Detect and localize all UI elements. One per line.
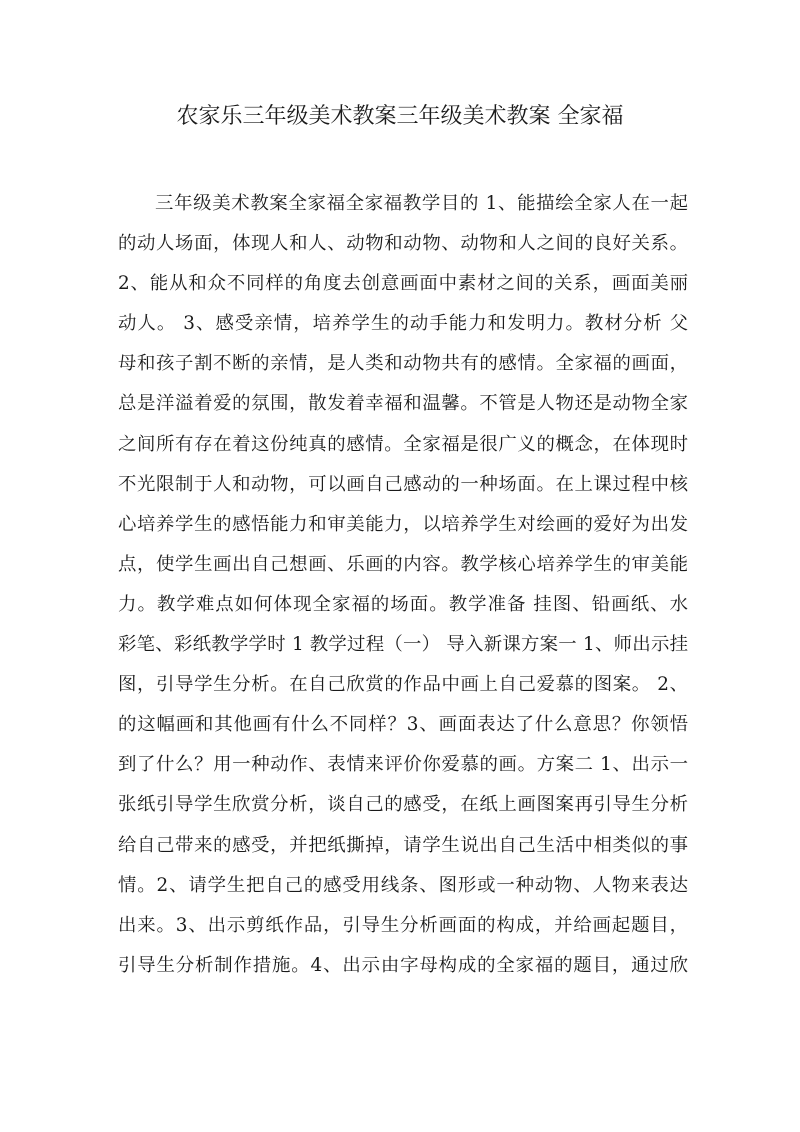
text-line: 出来。3、出示剪纸作品，引导生分析画面的构成，并给画起题目， [118, 914, 688, 936]
text-line: 心培养学生的感悟能力和审美能力，以培养学生对绘画的爱好为出发 [118, 513, 688, 535]
text-line: 动人。 3、感受亲情，培养学生的动手能力和发明力。教材分析 父 [118, 313, 688, 335]
text-line: 给自己带来的感受，并把纸撕掉，请学生说出自己生活中相类似的事 [118, 834, 688, 856]
text-line: 总是洋溢着爱的氛围，散发着幸福和温馨。不管是人物还是动物全家 [118, 393, 688, 415]
text-line: 彩笔、彩纸教学学时 1 教学过程（一） 导入新课方案一 1、师出示挂 [118, 634, 688, 656]
text-line: 力。教学难点如何体现全家福的场面。教学准备 挂图、铅画纸、水 [118, 593, 688, 615]
text-line: 三年级美术教案全家福全家福教学目的 1、能描绘全家人在一起 [155, 193, 688, 214]
document-title: 农家乐三年级美术教案三年级美术教案 全家福 [176, 104, 624, 129]
text-line: 的动人场面，体现人和人、动物和动物、动物和人之间的良好关系。 [118, 233, 688, 255]
text-line: 张纸引导学生欣赏分析，谈自己的感受，在纸上画图案再引导生分析 [118, 794, 688, 816]
text-line: 到了什么？用一种动作、表情来评价你爱慕的画。方案二 1、出示一 [118, 754, 688, 776]
text-line: 母和孩子割不断的亲情，是人类和动物共有的感情。全家福的画面， [118, 353, 688, 375]
text-line: 图，引导学生分析。在自己欣赏的作品中画上自己爱慕的图案。 2、 [118, 674, 688, 696]
text-line: 的这幅画和其他画有什么不同样？3、画面表达了什么意思？你领悟 [118, 714, 688, 736]
text-line: 2、能从和众不同样的角度去创意画面中素材之间的关系，画面美丽 [118, 273, 688, 295]
text-line: 情。2、请学生把自己的感受用线条、图形或一种动物、人物来表达 [118, 874, 688, 896]
text-line: 引导生分析制作措施。4、出示由字母构成的全家福的题目，通过欣 [118, 954, 688, 976]
text-line: 不光限制于人和动物，可以画自己感动的一种场面。在上课过程中核 [118, 473, 688, 495]
text-line: 之间所有存在着这份纯真的感情。全家福是很广义的概念，在体现时 [118, 433, 688, 455]
body-paragraph [118, 184, 688, 986]
text-line: 点，使学生画出自己想画、乐画的内容。教学核心培养学生的审美能 [118, 553, 688, 575]
